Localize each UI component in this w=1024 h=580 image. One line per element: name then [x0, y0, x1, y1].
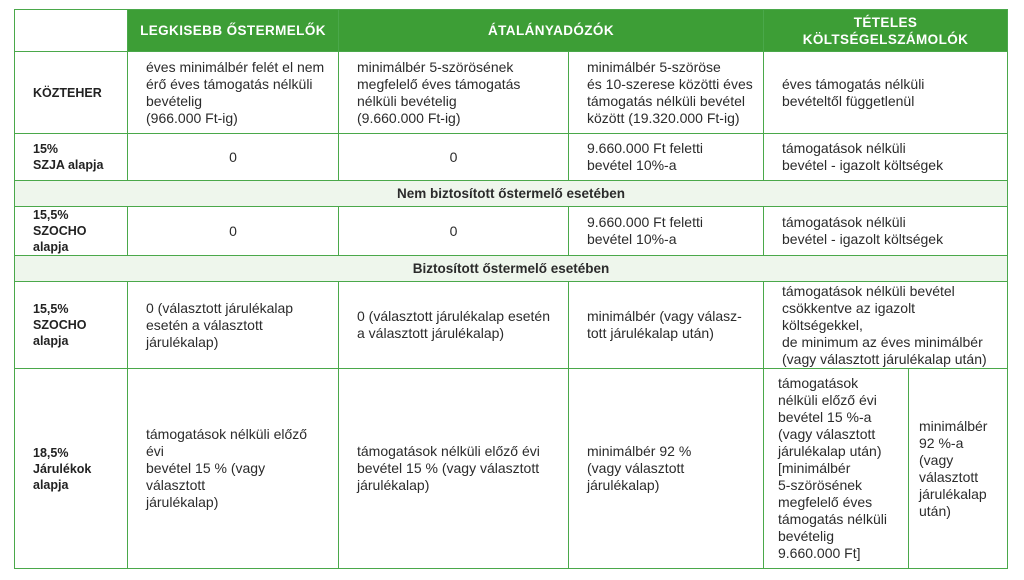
row-label-jarulekok: 18,5% Járulékok alapja: [14, 368, 128, 569]
cell-szocho1-atalany-1: 0: [338, 206, 569, 256]
cell-jarulek-teteles-b: minimálbér 92 %-a (vagy választott járulékalap után): [908, 368, 1008, 569]
row-label-szja: 15% SZJA alapja: [14, 133, 128, 181]
header-legkisebb-ostermelok: LEGKISEBB ŐSTERMELŐK: [127, 9, 339, 52]
cell-kozteher-atalany-2: minimálbér 5-szöröse és 10-szerese közötti éves támogatás nélküli bevétel között (19.320.000 Ft-ig): [568, 51, 764, 134]
header-atalanyadozok: ÁTALÁNYADÓZÓK: [338, 9, 764, 52]
cell-szocho1-atalany-2: 9.660.000 Ft feletti bevétel 10%-a: [568, 206, 764, 256]
cell-szocho1-teteles: támogatások nélküli bevétel - igazolt költségek: [763, 206, 1008, 256]
cell-szja-legkisebb: 0: [127, 133, 339, 181]
cell-szja-teteles: támogatások nélküli bevétel - igazolt költségek: [763, 133, 1008, 181]
cell-szocho2-teteles: támogatások nélküli bevétel csökkentve az igazolt költségekkel, de minimum az éves minimálbér (vagy választott járulékalap után): [763, 281, 1008, 369]
cell-jarulek-teteles-a: támogatások nélküli előző évi bevétel 15 %-a (vagy választott járulékalap után) [minimálbér 5-szörösének megfelelő éves támogatás nélküli bevételig 9.660.000 Ft]: [763, 368, 909, 569]
section-biztositott: Biztosított őstermelő esetében: [14, 255, 1008, 282]
cell-jarulek-atalany-2: minimálbér 92 % (vagy választott járulékalap): [568, 368, 764, 569]
cell-jarulek-legkisebb: támogatások nélküli előző évi bevétel 15 % (vagy választott járulékalap): [127, 368, 339, 569]
cell-kozteher-legkisebb: éves minimálbér felét el nem érő éves támogatás nélküli bevételig (966.000 Ft-ig): [127, 51, 339, 134]
cell-szocho2-atalany-2: minimálbér (vagy válasz- tott járulékalap után): [568, 281, 764, 369]
cell-szocho2-legkisebb: 0 (választott járulékalap esetén a választott járulékalap): [127, 281, 339, 369]
cell-jarulek-atalany-1: támogatások nélküli előző évi bevétel 15 % (vagy választott járulékalap): [338, 368, 569, 569]
cell-szocho1-legkisebb: 0: [127, 206, 339, 256]
cell-szja-atalany-1: 0: [338, 133, 569, 181]
row-label-kozteher: KÖZTEHER: [14, 51, 128, 134]
cell-szocho2-atalany-1: 0 (választott járulékalap esetén a választott járulékalap): [338, 281, 569, 369]
cell-szja-atalany-2: 9.660.000 Ft feletti bevétel 10%-a: [568, 133, 764, 181]
row-label-szocho-nem-biztositott: 15,5% SZOCHO alapja: [14, 206, 128, 256]
cell-kozteher-atalany-1: minimálbér 5-szörösének megfelelő éves támogatás nélküli bevételig (9.660.000 Ft-ig): [338, 51, 569, 134]
header-teteles-koltsegelszamolok: TÉTELES KÖLTSÉGELSZÁMOLÓK: [763, 9, 1008, 52]
cell-kozteher-teteles: éves támogatás nélküli bevételtől függetlenül: [763, 51, 1008, 134]
header-corner: [14, 9, 128, 52]
row-label-szocho-biztositott: 15,5% SZOCHO alapja: [14, 281, 128, 369]
section-nem-biztositott: Nem biztosított őstermelő esetében: [14, 180, 1008, 207]
